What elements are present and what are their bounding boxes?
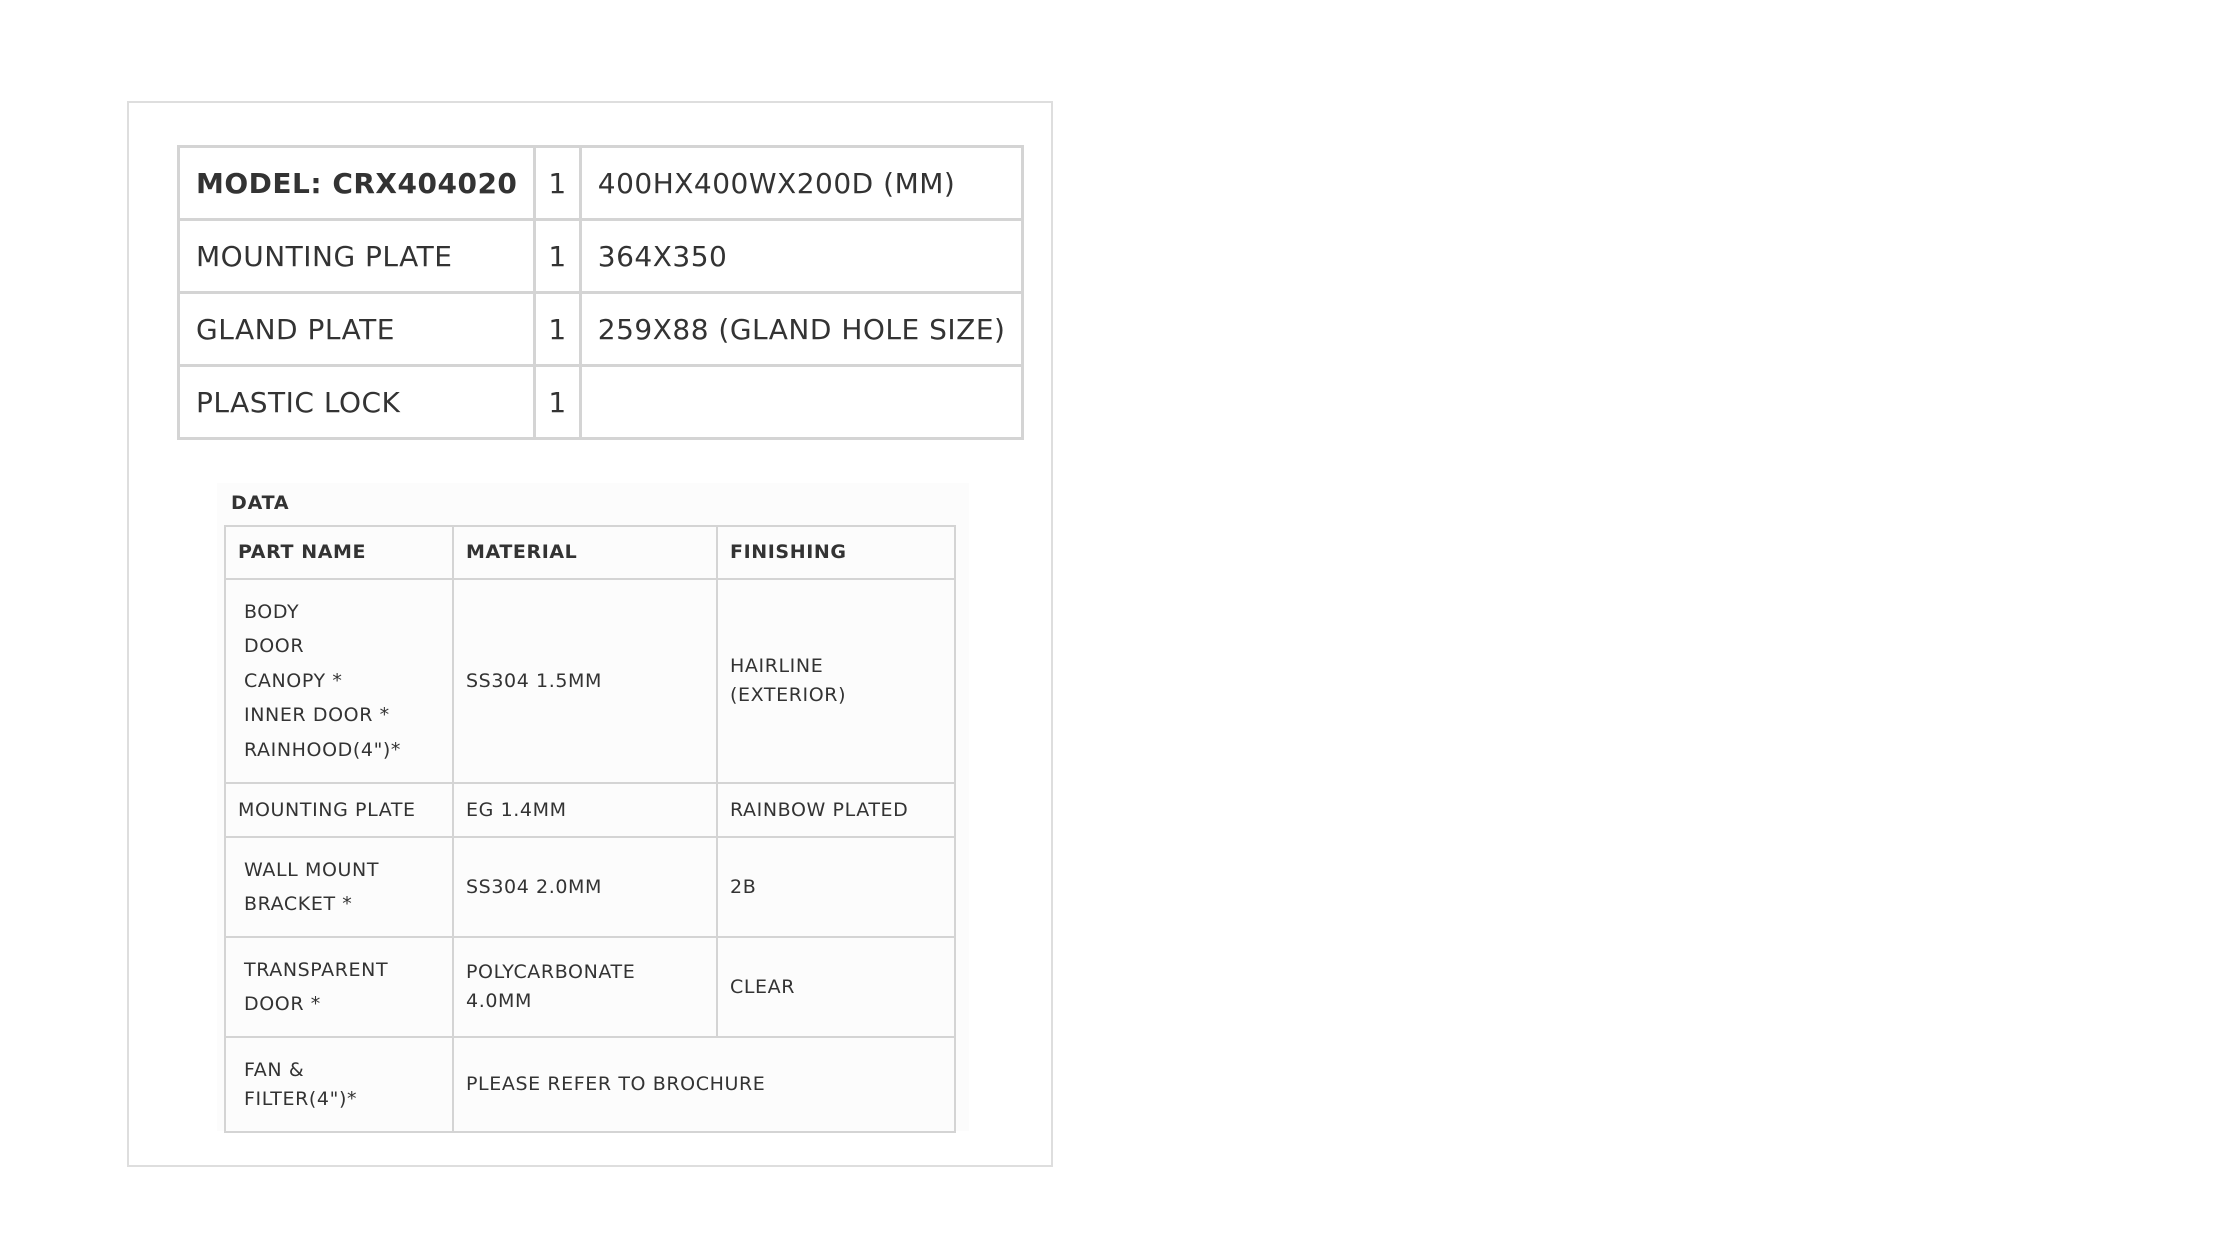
material-cell: SS304 1.5MM: [453, 579, 717, 783]
mounting-plate-name: MOUNTING PLATE: [179, 220, 535, 293]
spec-row-model: [179, 147, 1023, 220]
model-name: MODEL: CRX404020: [179, 147, 535, 220]
header-part-name: PART NAME: [225, 526, 453, 579]
table-row: [225, 837, 955, 937]
table-row: [225, 579, 955, 783]
model-dimensions: 400HX400WX200D (MM): [580, 147, 1023, 220]
part-name-cell: [225, 837, 453, 937]
part-name-cell: [225, 1037, 453, 1132]
finishing-cell: 2B: [717, 837, 955, 937]
finishing-cell: CLEAR: [717, 937, 955, 1037]
plastic-lock-qty: 1: [535, 366, 580, 439]
data-table: [224, 525, 956, 1133]
part-name: DOOR *: [244, 993, 321, 1015]
material-cell: SS304 2.0MM: [453, 837, 717, 937]
part-name-cell: [225, 579, 453, 783]
spec-row-mounting-plate: [179, 220, 1023, 293]
data-caption: DATA: [231, 492, 290, 514]
material-cell: [453, 937, 717, 1037]
model-qty: 1: [535, 147, 580, 220]
spec-table: [177, 145, 1024, 440]
table-row: [225, 1037, 955, 1132]
part-name: BRACKET *: [244, 893, 353, 915]
part-name: BODY: [244, 600, 300, 623]
mounting-plate-qty: 1: [535, 220, 580, 293]
part-name: INNER DOOR *: [244, 704, 390, 727]
finishing-cell: RAINBOW PLATED: [717, 783, 955, 837]
material-line: 4.0MM: [466, 990, 533, 1012]
part-name: CANOPY *: [244, 669, 343, 692]
data-header-row: [225, 526, 955, 579]
plastic-lock-name: PLASTIC LOCK: [179, 366, 535, 439]
header-finishing: FINISHING: [717, 526, 955, 579]
table-row: [225, 937, 955, 1037]
product-spec-panel: [127, 101, 1053, 1167]
gland-plate-qty: 1: [535, 293, 580, 366]
brochure-note: PLEASE REFER TO BROCHURE: [453, 1037, 955, 1132]
finishing-line: (EXTERIOR): [730, 684, 847, 706]
finishing-cell: [717, 579, 955, 783]
part-name: FILTER(4")*: [244, 1087, 358, 1110]
gland-plate-name: GLAND PLATE: [179, 293, 535, 366]
part-name: DOOR: [244, 635, 305, 658]
table-row: [225, 783, 955, 837]
material-cell: EG 1.4MM: [453, 783, 717, 837]
header-material: MATERIAL: [453, 526, 717, 579]
spec-row-gland-plate: [179, 293, 1023, 366]
plastic-lock-detail: [580, 366, 1023, 439]
part-name-cell: [225, 937, 453, 1037]
part-name: WALL MOUNT: [244, 858, 380, 881]
part-name: TRANSPARENT: [244, 958, 389, 981]
part-name: FAN &: [244, 1058, 305, 1081]
part-name-cell: MOUNTING PLATE: [225, 783, 453, 837]
material-line: POLYCARBONATE: [466, 961, 636, 983]
part-name: RAINHOOD(4")*: [244, 738, 402, 761]
mounting-plate-size: 364X350: [580, 220, 1023, 293]
gland-plate-size: 259X88 (GLAND HOLE SIZE): [580, 293, 1023, 366]
spec-row-plastic-lock: [179, 366, 1023, 439]
finishing-line: HAIRLINE: [730, 655, 824, 677]
